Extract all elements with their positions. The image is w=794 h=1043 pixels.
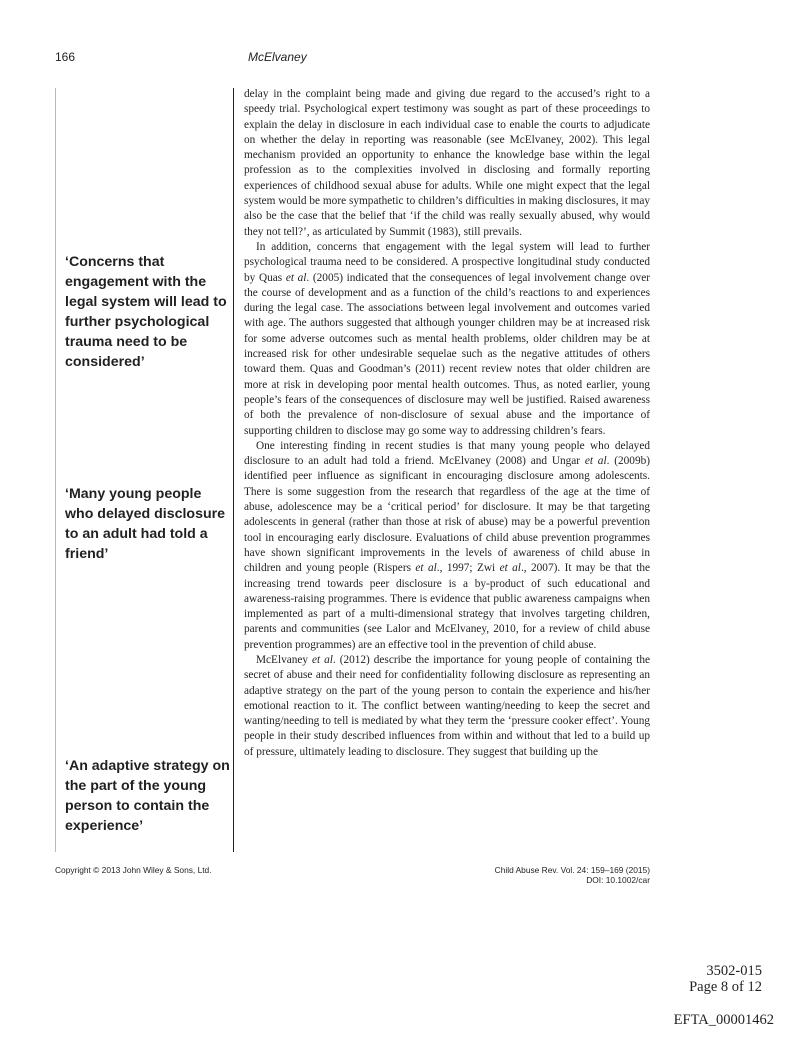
body-text (244, 87, 650, 760)
footer-doi: DOI: 10.1002/car (586, 875, 650, 885)
footer-journal: Child Abuse Rev. Vol. 24: 159–169 (2015) (494, 865, 650, 875)
paragraph-2: In addition, concerns that engagement with the legal system will lead to further psychological trauma need to be considered. A prospective longitudinal study conducted by Quas et al. (2005) indicated that the consequences of legal involvement change over the course of development and as a function of the child’s reactions to and experiences during the legal case. The associations between legal involvement and outcomes varied with age. The authors suggested that although younger children may be at increased risk for some adverse outcomes such as mental health problems, older children may be at increased risk for other undesirable sequelae such as the negative attitudes of others toward them. Quas and Goodman’s (2011) recent review notes that older children are more at risk in developing poor mental health outcomes. Thus, as noted earlier, young people’s fears of the consequences of disclosure may well be justified. Raised awareness of both the prevalence of non-disclosure of sexual abuse and the importance of supporting children to disclose may go some way to addressing children’s fears. (244, 240, 650, 437)
efta-number: EFTA_00001462 (673, 1012, 774, 1028)
page-number: 166 (55, 50, 76, 64)
margin-rule (233, 88, 234, 852)
stamp-doc-id: 3502-015 (706, 963, 762, 979)
paragraph-3: One interesting finding in recent studies is that many young people who delayed disclosure to an adult had told a friend. McElvaney (2008) and Ungar et al. (2009b) identified peer influence as significant in encouraging disclosure among adolescents. There is some suggestion from the research that regardless of the age at the time of abuse, adolescence may be a ‘critical period’ for disclosure. It may be that targeting adolescents in general (rather than those at risk of abuse) may be a powerful prevention tool in encouraging early disclosure. Evaluations of child abuse prevention programmes have shown significant improvements in the levels of awareness of child abuse in children and young people (Rispers et al., 1997; Zwi et al., 2007). It may be that the increasing trend towards peer disclosure is a by-product of such educational and awareness-raising programmes. There is evidence that public awareness campaigns when implemented as part of a multi-dimensional strategy that involves targeting children, parents and communities (see Lalor and McElvaney, 2010, for a review of child abuse prevention programmes) are an effective tool in the prevention of child abuse. (244, 439, 651, 651)
footer-citation (495, 865, 650, 885)
margin-rule-left (55, 88, 56, 852)
pull-quote-legal-trauma: ‘Concerns that engagement with the legal system will lead to further psychological trauma need to be considered’ (65, 254, 227, 370)
pull-quote-adaptive-strategy: ‘An adaptive strategy on the part of the young person to contain the experience’ (65, 758, 230, 834)
paragraph-1: delay in the complaint being made and giving due regard to the accused’s right to a speedy trial. Psychological expert testimony was sought as part of these proceedings to explain the delay in disclosure in each individual case to enable the courts to adjudicate on whether the delay in reporting was reasonable (see McElvaney, 2002). This legal mechanism provided an opportunity to enhance the knowledge base within the legal profession as to the complexities involved in disclosing and formally reporting experiences of childhood sexual abuse for adults. While one might expect that the legal system would be more sympathetic to children’s difficulties in making disclosures, it may also be the case that the belief that ‘if the child was really sexually abused, why would they not tell?’, as articulated by Summit (1983), still prevails. (244, 88, 650, 238)
paragraph-4: McElvaney et al. (2012) describe the importance for young people of containing the secret of abuse and their need for confidentiality following disclosure as representing an adaptive strategy on the part of the young person to contain the experience and his/her emotional reaction to it. The conflict between wanting/needing to keep the secret and wanting/needing to tell is mediated by what they term the ‘pressure cooker effect’. Young people in their study described influences from within and without that led to a build up of pressure, ultimately leading to disclosure. They suggest that building up the (244, 653, 650, 758)
stamp-page-of: Page 8 of 12 (689, 979, 762, 995)
pull-quote-told-friend: ‘Many young people who delayed disclosure to an adult had told a friend’ (65, 486, 226, 562)
running-head: McElvaney (248, 50, 307, 64)
footer-copyright: Copyright © 2013 John Wiley & Sons, Ltd. (55, 865, 212, 875)
document-stamp (689, 963, 762, 995)
